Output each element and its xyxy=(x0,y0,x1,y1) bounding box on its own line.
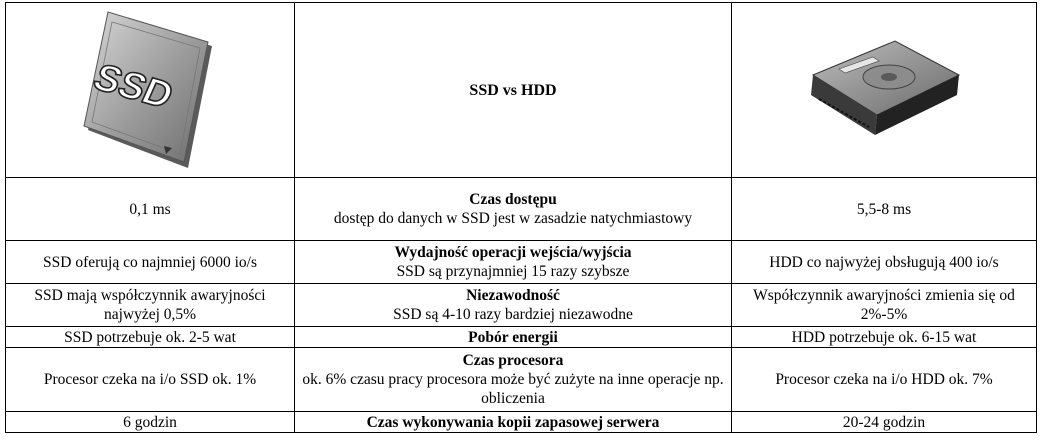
ssd-value: SSD mają współczynnik awaryjności najwyżej 0,5% xyxy=(6,284,295,327)
table-row xyxy=(6,327,1037,348)
ssd-value: SSD potrzebuje ok. 2-5 wat xyxy=(6,327,295,348)
feature-heading: Pobór energii xyxy=(468,328,558,346)
hdd-drive-icon xyxy=(799,35,969,145)
ssd-value: 6 godzin xyxy=(6,412,295,433)
table-row xyxy=(6,284,1037,327)
feature-detail: SSD są 4-10 razy bardziej niezawodne xyxy=(393,306,633,323)
header-row xyxy=(6,3,1037,178)
feature-heading: Niezawodność xyxy=(466,287,560,304)
feature-cell xyxy=(295,327,732,348)
feature-heading: Czas dostępu xyxy=(469,191,557,208)
hdd-value: 5,5-8 ms xyxy=(732,178,1037,241)
feature-cell xyxy=(295,412,732,433)
hdd-image-cell xyxy=(732,3,1037,178)
ssd-image-cell xyxy=(6,3,295,178)
feature-heading: Czas procesora xyxy=(462,352,564,369)
table-row xyxy=(6,241,1037,284)
hdd-value: HDD potrzebuje ok. 6-15 wat xyxy=(732,327,1037,348)
table-row xyxy=(6,348,1037,412)
feature-detail: ok. 6% czasu pracy procesora może być zużyte na inne operacje np. obliczenia xyxy=(302,371,724,407)
ssd-drive-icon xyxy=(80,10,220,170)
table-row xyxy=(6,178,1037,241)
hdd-value: HDD co najwyżej obsługują 400 io/s xyxy=(732,241,1037,284)
comparison-table xyxy=(5,2,1037,433)
feature-cell xyxy=(295,284,732,327)
feature-heading: Czas wykonywania kopii zapasowej serwera xyxy=(366,413,660,431)
hdd-value: Współczynnik awaryjności zmienia się od 2%-5% xyxy=(732,284,1037,327)
hdd-value: 20-24 godzin xyxy=(732,412,1037,433)
table-title: SSD vs HDD xyxy=(469,81,557,99)
feature-heading: Wydajność operacji wejścia/wyjścia xyxy=(394,244,632,261)
feature-cell xyxy=(295,178,732,241)
feature-cell xyxy=(295,348,732,412)
ssd-logo-text: SSD xyxy=(87,55,180,117)
hdd-value: Procesor czeka na i/o HDD ok. 7% xyxy=(732,348,1037,412)
feature-detail: SSD są przynajmniej 15 razy szybsze xyxy=(396,263,630,280)
feature-detail: dostęp do danych w SSD jest w zasadzie natychmiastowy xyxy=(333,210,693,227)
ssd-value: SSD oferują co najmniej 6000 io/s xyxy=(6,241,295,284)
ssd-value: Procesor czeka na i/o SSD ok. 1% xyxy=(6,348,295,412)
feature-cell xyxy=(295,241,732,284)
ssd-value: 0,1 ms xyxy=(6,178,295,241)
title-cell xyxy=(295,3,732,178)
table-row xyxy=(6,412,1037,433)
